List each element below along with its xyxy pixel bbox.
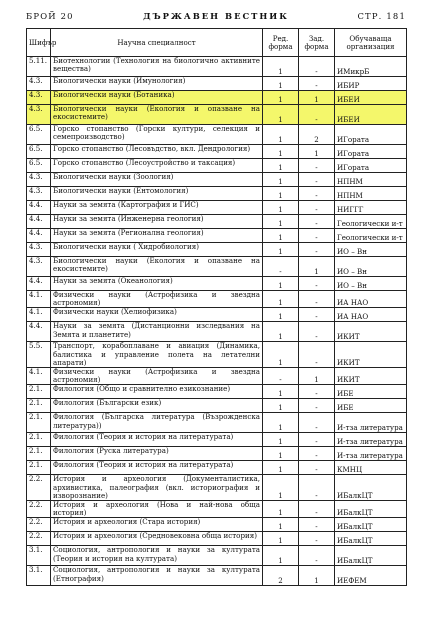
- row-regular: 1: [263, 277, 299, 291]
- row-name: Науки за земята (Регионална геология): [51, 229, 263, 243]
- row-part-time: -: [299, 546, 335, 566]
- row-code: 4.3.: [27, 173, 51, 187]
- row-regular: 1: [263, 342, 299, 368]
- table-row: [27, 322, 407, 342]
- row-code: 4.4.: [27, 277, 51, 291]
- row-org: НИГГГ: [335, 201, 407, 215]
- row-org: ИБалкЦТ: [335, 518, 407, 532]
- row-code: 5.5.: [27, 342, 51, 368]
- row-name: История и археология (Стара история): [51, 518, 263, 532]
- row-code: 4.4.: [27, 229, 51, 243]
- row-org: ИА НАО: [335, 291, 407, 308]
- row-code: 4.3.: [27, 243, 51, 257]
- row-code: 2.1.: [27, 447, 51, 461]
- row-name: Филология (Общо и сравнително езикознание): [51, 385, 263, 399]
- row-org: ИКИТ: [335, 342, 407, 368]
- row-org: НПНМ: [335, 187, 407, 201]
- row-name: Филология (Теория и история на литературата): [51, 433, 263, 447]
- row-org: ИКИТ: [335, 368, 407, 385]
- row-code: 3.1.: [27, 546, 51, 566]
- row-name: Науки за земята (Инженерна геология): [51, 215, 263, 229]
- header-name: Научна специалност: [51, 29, 263, 57]
- row-regular: 1: [263, 501, 299, 518]
- table-row: [27, 257, 407, 277]
- row-code: 2.2.: [27, 532, 51, 546]
- row-name: Горско стопанство (Горски култури, селекция и семепроизводство): [51, 125, 263, 145]
- row-regular: 1: [263, 173, 299, 187]
- row-code: 4.3.: [27, 77, 51, 91]
- row-part-time: -: [299, 291, 335, 308]
- row-regular: 1: [263, 291, 299, 308]
- row-code: 4.1.: [27, 308, 51, 322]
- row-regular: 2: [263, 566, 299, 586]
- row-name: Науки за земята (Картография и ГИС): [51, 201, 263, 215]
- table-row: [27, 277, 407, 291]
- issue-number: БРОЙ 20: [26, 11, 74, 21]
- row-name: Биологически науки (Имунология): [51, 77, 263, 91]
- row-part-time: -: [299, 308, 335, 322]
- row-name: История и археология (Средновековна обща история): [51, 532, 263, 546]
- row-org: ИКИТ: [335, 322, 407, 342]
- table-row: [27, 566, 407, 586]
- row-code: 2.1.: [27, 399, 51, 413]
- row-org: ИА НАО: [335, 308, 407, 322]
- row-part-time: -: [299, 277, 335, 291]
- row-part-time: 1: [299, 368, 335, 385]
- row-org: ИБалкЦТ: [335, 501, 407, 518]
- row-code: 6.5.: [27, 125, 51, 145]
- row-regular: 1: [263, 475, 299, 501]
- row-regular: 1: [263, 385, 299, 399]
- row-code: 5.11.: [27, 57, 51, 77]
- row-org: ИБалкЦТ: [335, 546, 407, 566]
- row-name: Горско стопанство (Лесовъдство, вкл. Дендрология): [51, 145, 263, 159]
- table-row: [27, 399, 407, 413]
- row-regular: 1: [263, 229, 299, 243]
- row-name: Физически науки (Астрофизика и звездна астрономия): [51, 291, 263, 308]
- table-row: [27, 173, 407, 187]
- table-row: [27, 291, 407, 308]
- row-regular: 1: [263, 532, 299, 546]
- row-part-time: -: [299, 501, 335, 518]
- header-part-time: Зад. форма: [299, 29, 335, 57]
- row-name: Физически науки (Хелиофизика): [51, 308, 263, 322]
- table-row: [27, 145, 407, 159]
- row-name: Биологически науки (Зоология): [51, 173, 263, 187]
- header-regular: Ред. форма: [263, 29, 299, 57]
- row-part-time: -: [299, 105, 335, 125]
- row-part-time: -: [299, 433, 335, 447]
- row-part-time: -: [299, 461, 335, 475]
- row-name: Социология, антропология и науки за културата (Етнография): [51, 566, 263, 586]
- row-org: ИО – Вн: [335, 257, 407, 277]
- row-name: Науки за земята (Дистанционни изследвания на Земята и планетите): [51, 322, 263, 342]
- table-row: [27, 105, 407, 125]
- row-part-time: -: [299, 475, 335, 501]
- row-part-time: -: [299, 342, 335, 368]
- table-row: [27, 546, 407, 566]
- row-name: Биотехнологии (Технология на биологично активните вещества): [51, 57, 263, 77]
- table-row: [27, 201, 407, 215]
- row-regular: 1: [263, 447, 299, 461]
- row-org: ИГората: [335, 145, 407, 159]
- row-code: 6.5.: [27, 145, 51, 159]
- table-row: [27, 368, 407, 385]
- table-row: [27, 187, 407, 201]
- header-code: Шифър: [27, 29, 51, 57]
- row-name: История и археология (Нова и най-нова обща история): [51, 501, 263, 518]
- row-regular: 1: [263, 413, 299, 433]
- table-row: [27, 91, 407, 105]
- row-code: 3.1.: [27, 566, 51, 586]
- row-code: 4.3.: [27, 91, 51, 105]
- row-regular: 1: [263, 308, 299, 322]
- row-regular: 1: [263, 215, 299, 229]
- row-name: Филология (Теория и история на литературата): [51, 461, 263, 475]
- row-regular: 1: [263, 105, 299, 125]
- newspaper-title: ДЪРЖАВЕН ВЕСТНИК: [143, 11, 289, 21]
- row-part-time: -: [299, 413, 335, 433]
- row-code: 4.4.: [27, 322, 51, 342]
- row-part-time: -: [299, 447, 335, 461]
- row-regular: 1: [263, 125, 299, 145]
- page-header: [26, 11, 406, 25]
- row-code: 4.3.: [27, 257, 51, 277]
- table-row: [27, 57, 407, 77]
- row-code: 4.1.: [27, 291, 51, 308]
- row-regular: 1: [263, 433, 299, 447]
- row-regular: 1: [263, 57, 299, 77]
- row-regular: 1: [263, 77, 299, 91]
- row-code: 2.2.: [27, 501, 51, 518]
- row-name: Биологически науки (Екология и опазване на екосистемите): [51, 105, 263, 125]
- table-row: [27, 433, 407, 447]
- row-code: 2.1.: [27, 461, 51, 475]
- table-row: [27, 475, 407, 501]
- row-part-time: 2: [299, 125, 335, 145]
- table-row: [27, 501, 407, 518]
- row-code: 4.4.: [27, 201, 51, 215]
- row-part-time: -: [299, 399, 335, 413]
- row-name: Биологически науки (Ботаника): [51, 91, 263, 105]
- row-code: 2.2.: [27, 518, 51, 532]
- row-regular: 1: [263, 461, 299, 475]
- row-name: Горско стопанство (Лесоустройство и таксация): [51, 159, 263, 173]
- row-org: И-тза литература: [335, 447, 407, 461]
- row-code: 4.1.: [27, 368, 51, 385]
- row-regular: 1: [263, 91, 299, 105]
- row-regular: 1: [263, 518, 299, 532]
- row-org: Геологически и-т: [335, 229, 407, 243]
- row-part-time: 1: [299, 257, 335, 277]
- row-regular: -: [263, 257, 299, 277]
- row-part-time: 1: [299, 145, 335, 159]
- table-body: [27, 57, 407, 586]
- row-org: ИБИР: [335, 77, 407, 91]
- row-part-time: -: [299, 215, 335, 229]
- table-row: [27, 159, 407, 173]
- row-part-time: -: [299, 243, 335, 257]
- table-row: [27, 518, 407, 532]
- table-row: [27, 77, 407, 91]
- row-org: КМНЦ: [335, 461, 407, 475]
- row-org: ИБЕИ: [335, 91, 407, 105]
- row-part-time: -: [299, 322, 335, 342]
- row-regular: 1: [263, 201, 299, 215]
- row-regular: 1: [263, 159, 299, 173]
- row-part-time: -: [299, 57, 335, 77]
- row-part-time: -: [299, 229, 335, 243]
- specialties-table: [26, 28, 407, 586]
- table-row: [27, 461, 407, 475]
- row-org: ИБалкЦТ: [335, 532, 407, 546]
- row-org: НПНМ: [335, 173, 407, 187]
- row-name: Транспорт, корабоплаване и авиация (Динамика, балистика и управление полета на летателни апарати): [51, 342, 263, 368]
- row-part-time: -: [299, 159, 335, 173]
- header-org: Обучаваща организация: [335, 29, 407, 57]
- table-header-row: [27, 29, 407, 57]
- row-org: ИБЕ: [335, 399, 407, 413]
- table-row: [27, 532, 407, 546]
- row-org: Геологически и-т: [335, 215, 407, 229]
- row-org: И-тза литература: [335, 413, 407, 433]
- table-row: [27, 447, 407, 461]
- row-name: Биологически науки ( Хидробиология): [51, 243, 263, 257]
- table-row: [27, 385, 407, 399]
- table-row: [27, 308, 407, 322]
- table-row: [27, 413, 407, 433]
- row-regular: 1: [263, 145, 299, 159]
- row-code: 6.5.: [27, 159, 51, 173]
- table-row: [27, 243, 407, 257]
- row-name: Науки за земята (Океанология): [51, 277, 263, 291]
- row-part-time: -: [299, 532, 335, 546]
- row-name: История и археология (Документалистика, архивистика, палеография (вкл. историография и изворознание): [51, 475, 263, 501]
- row-regular: 1: [263, 322, 299, 342]
- row-org: ИГората: [335, 159, 407, 173]
- row-part-time: -: [299, 187, 335, 201]
- row-code: 2.1.: [27, 413, 51, 433]
- row-regular: -: [263, 368, 299, 385]
- table-row: [27, 125, 407, 145]
- row-org: ИЕФЕМ: [335, 566, 407, 586]
- row-org: ИБалкЦТ: [335, 475, 407, 501]
- table-row: [27, 342, 407, 368]
- row-org: ИБЕИ: [335, 105, 407, 125]
- row-org: ИГората: [335, 125, 407, 145]
- row-org: ИО – Вн: [335, 243, 407, 257]
- row-regular: 1: [263, 243, 299, 257]
- row-name: Филология (Руска литература): [51, 447, 263, 461]
- row-part-time: -: [299, 385, 335, 399]
- row-name: Биологически науки (Ентомология): [51, 187, 263, 201]
- row-org: ИБЕ: [335, 385, 407, 399]
- row-code: 2.1.: [27, 385, 51, 399]
- row-org: ИО – Вн: [335, 277, 407, 291]
- row-name: Физически науки (Астрофизика и звездна астрономия): [51, 368, 263, 385]
- row-part-time: -: [299, 201, 335, 215]
- row-code: 4.3.: [27, 187, 51, 201]
- row-code: 2.1.: [27, 433, 51, 447]
- page-number: СТР. 181: [357, 11, 406, 21]
- row-part-time: 1: [299, 566, 335, 586]
- row-code: 4.4.: [27, 215, 51, 229]
- row-org: И-тза литература: [335, 433, 407, 447]
- row-name: Филология (Български език): [51, 399, 263, 413]
- row-name: Биологически науки (Екология и опазване на екосистемите): [51, 257, 263, 277]
- table-row: [27, 215, 407, 229]
- row-code: 2.2.: [27, 475, 51, 501]
- row-name: Социология, антропология и науки за културата (Теория и история на културата): [51, 546, 263, 566]
- row-name: Филология (Българска литература (Възрожденска литература)): [51, 413, 263, 433]
- row-regular: 1: [263, 546, 299, 566]
- row-part-time: -: [299, 173, 335, 187]
- row-regular: 1: [263, 187, 299, 201]
- row-code: 4.3.: [27, 105, 51, 125]
- row-part-time: 1: [299, 91, 335, 105]
- table-row: [27, 229, 407, 243]
- row-org: ИМикрБ: [335, 57, 407, 77]
- row-regular: 1: [263, 399, 299, 413]
- row-part-time: -: [299, 77, 335, 91]
- row-part-time: -: [299, 518, 335, 532]
